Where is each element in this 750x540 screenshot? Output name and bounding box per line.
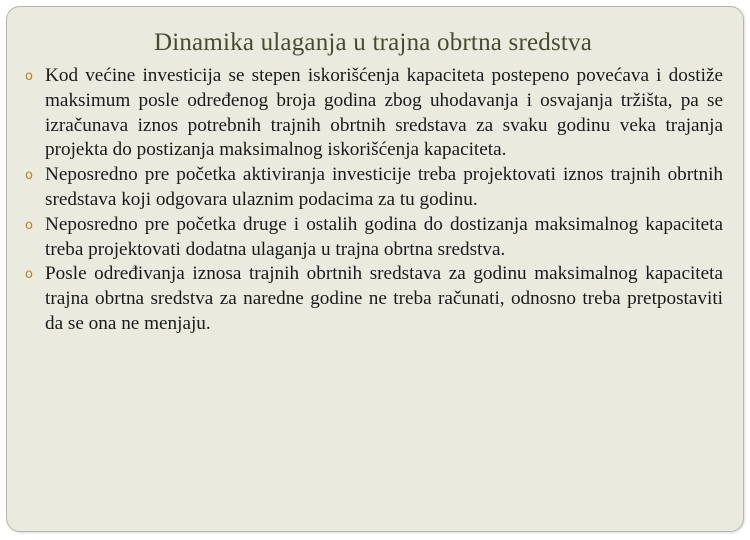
bullet-circle-icon: o [25,267,33,283]
bullet-text: Kod većine investicija se stepen iskorišćenja kapaciteta postepeno povećava i dostiže maksimum posle određenog broja godina zbog uhodavanja i osvajanja tržišta, pa se izračunava iznos potrebnih trajnih obrtnih sredstava za svaku godinu veka trajanja projekta do postizanja maksimalnog iskorišćenja kapaciteta. [45,65,723,161]
bullet-circle-icon: o [25,217,33,233]
bullet-circle-icon: o [25,69,33,84]
slide-title: Dinamika ulaganja u trajna obrtna sredstva [153,29,593,56]
bullet-item [24,163,723,213]
bullet-item [24,64,723,163]
bullet-circle-icon: o [25,168,33,184]
bullet-text: Neposredno pre početka druge i ostalih godina do dostizanja maksimalnog kapaciteta treba projektovati dodatna ulaganja u trajna obrtna sredstva. [45,213,723,260]
bullet-item [24,262,723,336]
bullet-text: Posle određivanja iznosa trajnih obrtnih sredstava za godinu maksimalnog kapaciteta trajna obrtna sredstva za naredne godine ne treba računati, odnosno treba pretpostaviti da se ona ne menjaju. [45,263,723,334]
bullet-text: Neposredno pre početka aktiviranja investicije treba projektovati iznos trajnih obrtnih sredstava koji odgovara ulaznim podacima za tu godinu. [45,164,723,210]
bullet-list [24,64,723,337]
bullet-item [24,213,723,263]
